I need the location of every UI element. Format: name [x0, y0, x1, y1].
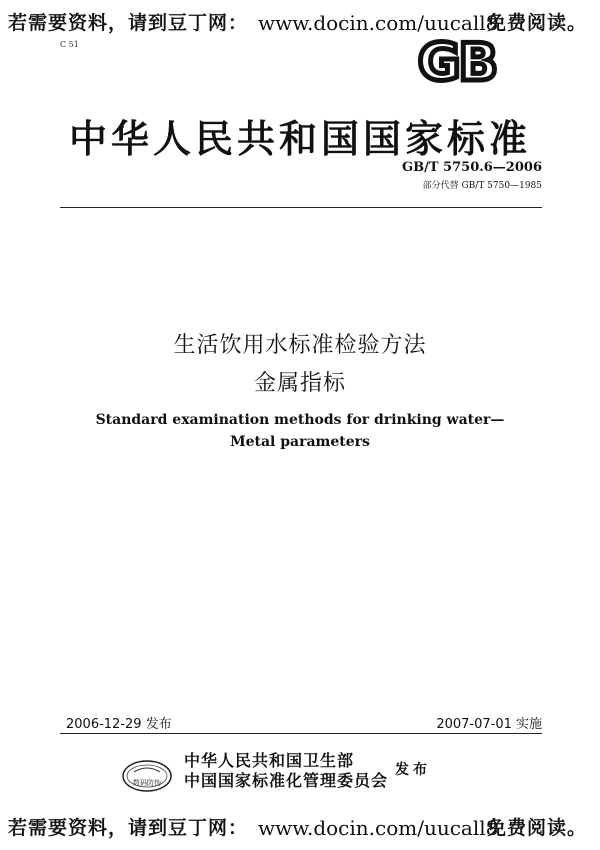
gb-logo-text: GB — [417, 36, 497, 86]
standard-replaces: 部分代替 GB/T 5750—1985 — [422, 181, 542, 191]
banner-url[interactable]: www.docin.com/uucall8 — [258, 11, 499, 35]
publisher-ministry-of-health: 中华人民共和国卫生部 — [184, 751, 355, 770]
document-title-en: Standard examination methods for drinking water— — [95, 412, 505, 428]
document-title-cn: 生活饮用水标准检验方法 — [173, 333, 427, 358]
issue-label: 发布 — [395, 762, 431, 778]
banner-left-text: 若需要资料，请到豆丁网： — [8, 12, 249, 34]
effective-date: 2007-07-01 实施 — [436, 717, 542, 732]
banner-url[interactable]: www.docin.com/uucall8 — [258, 816, 499, 840]
banner-right-text: 免费阅读。 — [487, 817, 588, 839]
bottom-watermark-banner — [0, 813, 600, 843]
footer-divider — [60, 733, 542, 734]
anti-counterfeit-seal-icon — [120, 758, 174, 794]
issue-date: 2006-12-29 发布 — [66, 717, 172, 732]
banner-right-text: 免费阅读。 — [487, 12, 588, 34]
document-subtitle-cn: 金属指标 — [253, 371, 346, 396]
top-watermark-banner — [0, 8, 600, 38]
banner-left-text: 若需要资料，请到豆丁网： — [8, 817, 249, 839]
publisher-sac: 中国国家标准化管理委员会 — [184, 771, 389, 790]
seal-text: 数码防伪 — [133, 779, 161, 787]
gb-logo — [398, 36, 516, 86]
standard-header-title: 中华人民共和国国家标准 — [68, 116, 531, 161]
header-divider — [60, 207, 542, 208]
standard-code: GB/T 5750.6—2006 — [402, 160, 542, 175]
document-subtitle-en: Metal parameters — [230, 434, 370, 450]
ics-code: C 51 — [60, 40, 79, 49]
